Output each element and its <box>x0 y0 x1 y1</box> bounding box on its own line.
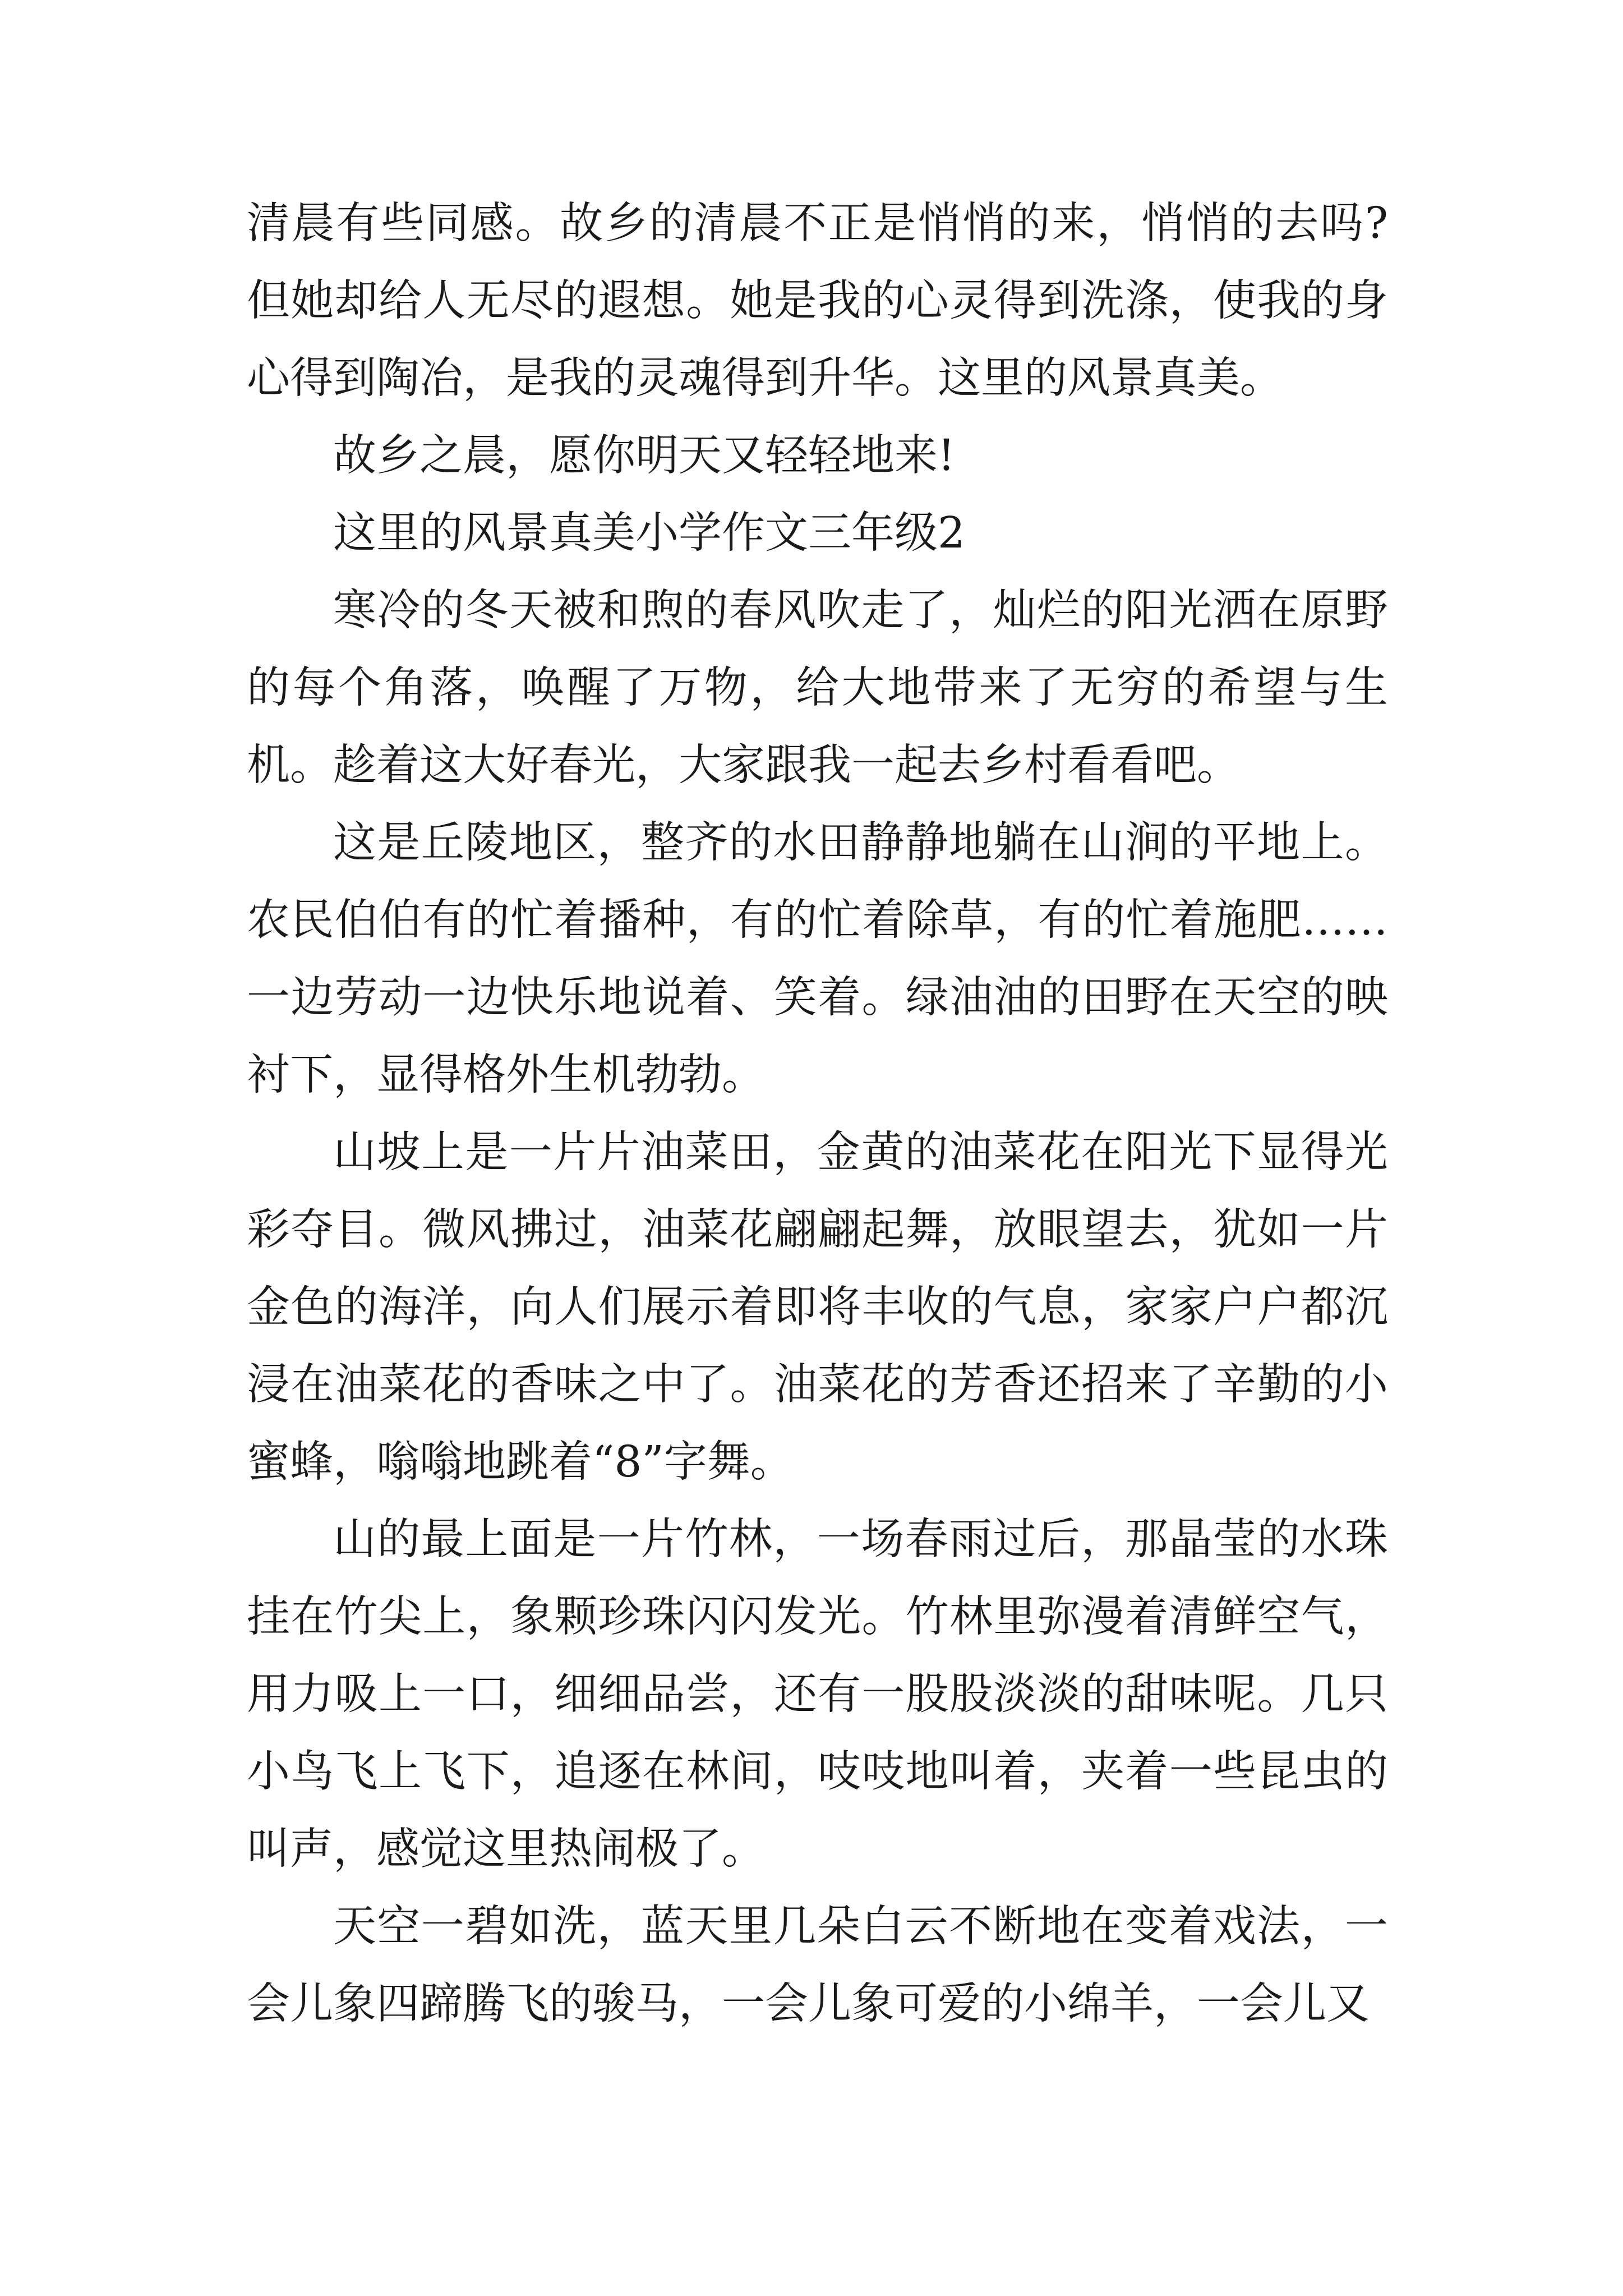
paragraph-1: 清晨有些同感。故乡的清晨不正是悄悄的来，悄悄的去吗?但她却给人无尽的遐想。她是我的心灵得到洗涤，使我的身心得到陶冶，是我的灵魂得到升华。这里的风景真美。 <box>247 199 1388 403</box>
section-title: 这里的风景真美小学作文三年级2 <box>333 508 965 558</box>
paragraph-7: 天空一碧如洗，蓝天里几朵白云不断地在变着戏法，一会儿象四蹄腾飞的骏马，一会儿象可爱的小绵羊，一会儿又 <box>247 1902 1388 2029</box>
paragraph-3: 寒冷的冬天被和煦的春风吹走了，灿烂的阳光洒在原野的每个角落，唤醒了万物，给大地带来了无穷的希望与生机。趁着这大好春光，大家跟我一起去乡村看看吧。 <box>247 586 1388 790</box>
paragraph-5: 山坡上是一片片油菜田，金黄的油菜花在阳光下显得光彩夺目。微风拂过，油菜花翩翩起舞，放眼望去，犹如一片金色的海洋，向人们展示着即将丰收的气息，家家户户都沉浸在油菜花的香味之中了。油菜花的芳香还招来了辛勤的小蜜蜂，嗡嗡地跳着“8”字舞。 <box>247 1128 1388 1487</box>
paragraph-4: 这是丘陵地区，整齐的水田静静地躺在山涧的平地上。农民伯伯有的忙着播种，有的忙着除草，有的忙着施肥……一边劳动一边快乐地说着、笑着。绿油油的田野在天空的映衬下，显得格外生机勃勃。 <box>247 818 1388 1100</box>
document-page <box>247 185 1388 2043</box>
paragraph-2: 故乡之晨，愿你明天又轻轻地来! <box>333 431 955 481</box>
paragraph-6: 山的最上面是一片竹林，一场春雨过后，那晶莹的水珠挂在竹尖上，象颗珍珠闪闪发光。竹林里弥漫着清鲜空气，用力吸上一口，细细品尝，还有一股股淡淡的甜味呢。几只小鸟飞上飞下，追逐在林间，吱吱地叫着，夹着一些昆虫的叫声，感觉这里热闹极了。 <box>247 1515 1388 1874</box>
